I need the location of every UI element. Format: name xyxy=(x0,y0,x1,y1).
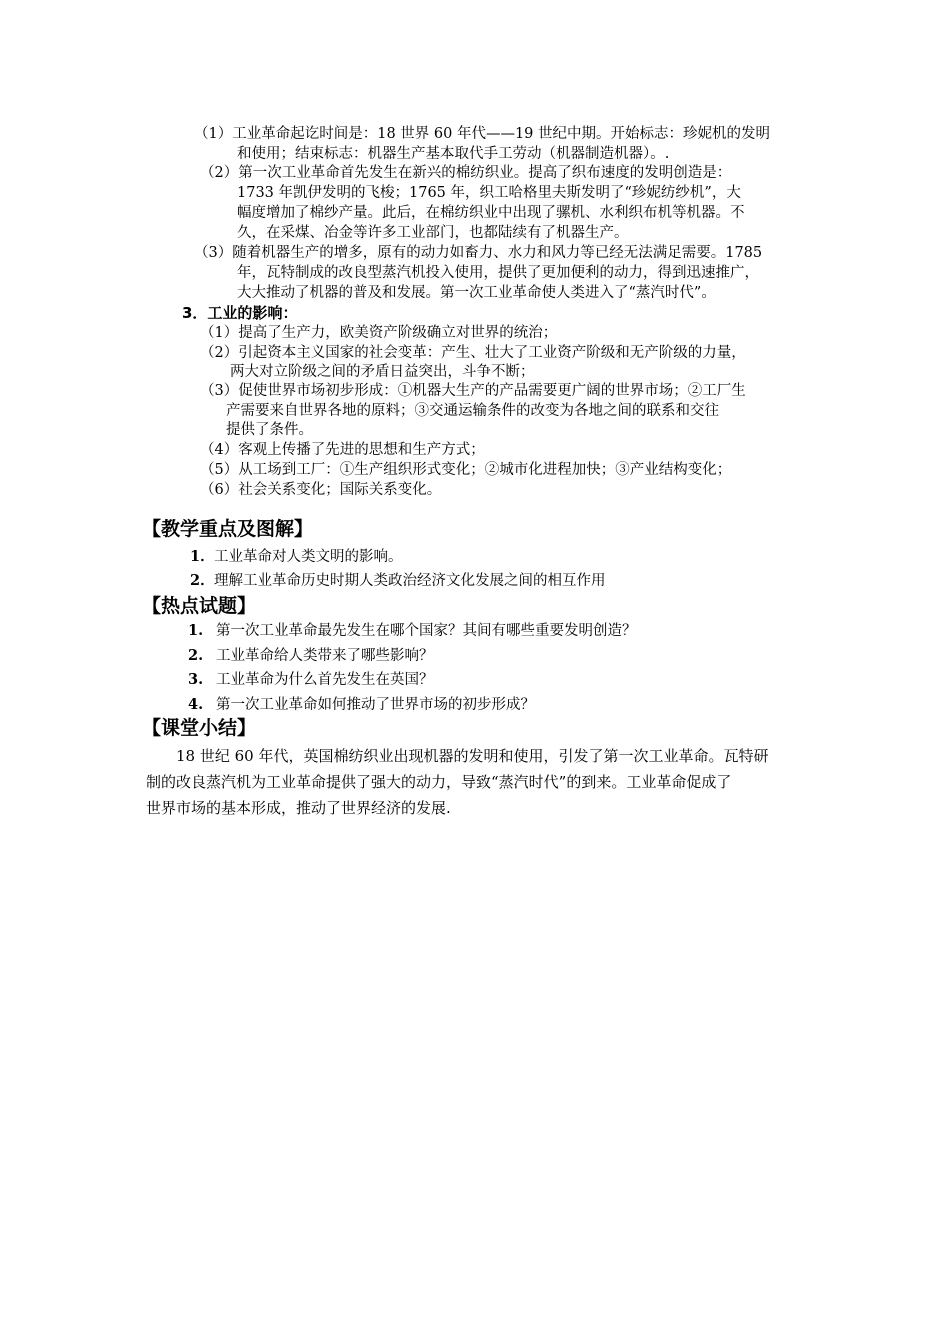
section3-item-2-line-1: （2）引起资本主义国家的社会变革：产生、壮大了工业资产阶级和无产阶级的力量， xyxy=(200,345,746,361)
summary-line-2: 制的改良蒸汽机为工业革命提供了强大的动力，导致“蒸汽时代”的到来。工业革命促成了 xyxy=(146,773,732,791)
section2-item-3-line-3: 大大推动了机器的普及和发展。第一次工业革命使人类进入了“蒸汽时代”。 xyxy=(237,285,716,301)
section2-item-3-line-2: 年，瓦特制成的改良型蒸汽机投入使用，提供了更加便利的动力，得到迅速推广， xyxy=(237,265,759,281)
section3-item-6: （6）社会关系变化；国际关系变化。 xyxy=(200,482,442,498)
question-item xyxy=(188,670,434,690)
section2-item-1-line-2: 和使用；结束标志：机器生产基本取代手工劳动（机器制造机器）。. xyxy=(237,146,670,162)
section2-item-2-line-1: （2）第一次工业革命首先发生在新兴的棉纺织业。提高了织布速度的发明创造是： xyxy=(200,165,732,181)
section2-item-1-line-1: （1）工业革命起讫时间是：18 世界 60 年代——19 世纪中期。开始标志：珍妮机的发明 xyxy=(194,126,771,142)
question-number: 3. xyxy=(188,671,204,688)
section3-item-3-line-2: 产需要来自世界各地的原料；③交通运输条件的改变为各地之间的联系和交往 xyxy=(226,403,719,419)
question-text: 工业革命给人类带来了哪些影响？ xyxy=(216,648,434,664)
key-point-item xyxy=(190,571,606,591)
key-point-item xyxy=(190,547,403,567)
question-item xyxy=(188,646,434,666)
key-point-text: 理解工业革命历史时期人类政治经济文化发展之间的相互作用 xyxy=(214,573,606,589)
question-text: 第一次工业革命最先发生在哪个国家？其间有哪些重要发明创造？ xyxy=(216,623,637,639)
summary-line-3: 世界市场的基本形成，推动了世界经济的发展. xyxy=(146,799,451,817)
summary-heading: 【课堂小结】 xyxy=(142,717,257,739)
section3-item-3-line-1: （3）促使世界市场初步形成：①机器大生产的产品需要更广阔的世界市场；②工厂生 xyxy=(200,383,746,399)
section3-item-5: （5）从工场到工厂：①生产组织形式变化；②城市化进程加快；③产业结构变化； xyxy=(200,462,732,478)
section3-item-1: （1）提高了生产力，欧美资产阶级确立对世界的统治； xyxy=(200,325,558,341)
key-point-number: 1． xyxy=(190,548,215,565)
question-number: 1. xyxy=(188,622,204,639)
question-text: 第一次工业革命如何推动了世界市场的初步形成？ xyxy=(216,697,535,713)
key-point-text: 工业革命对人类文明的影响。 xyxy=(214,549,403,565)
section3-item-2-line-2: 两大对立阶级之间的矛盾日益突出，斗争不断； xyxy=(230,364,535,380)
section3-item-3-line-3: 提供了条件。 xyxy=(226,422,313,438)
summary-line-1: 18 世纪 60 年代，英国棉纺织业出现机器的发明和使用，引发了第一次工业革命。瓦特研 xyxy=(176,747,769,765)
key-points-heading: 【教学重点及图解】 xyxy=(142,518,314,540)
section2-item-2-line-2: 1733 年凯伊发明的飞梭；1765 年，织工哈格里夫斯发明了“珍妮纺纱机”，大 xyxy=(237,185,741,201)
section3-title: 3．工业的影响： xyxy=(182,304,298,322)
question-item xyxy=(188,621,637,641)
hot-questions-heading: 【热点试题】 xyxy=(142,595,257,617)
question-item xyxy=(188,695,535,715)
key-point-number: 2． xyxy=(190,572,215,589)
section2-item-3-line-1: （3）随着机器生产的增多，原有的动力如畜力、水力和风力等已经无法满足需要。1785 xyxy=(194,245,763,261)
section2-item-2-line-4: 久，在采煤、冶金等许多工业部门，也都陆续有了机器生产。 xyxy=(237,225,629,241)
section3-item-4: （4）客观上传播了先进的思想和生产方式； xyxy=(200,442,485,458)
question-number: 4. xyxy=(188,696,204,713)
question-text: 工业革命为什么首先发生在英国？ xyxy=(216,672,434,688)
section2-item-2-line-3: 幅度增加了棉纱产量。此后，在棉纺织业中出现了骡机、水利织布机等机器。不 xyxy=(237,205,745,221)
question-number: 2. xyxy=(188,647,204,664)
